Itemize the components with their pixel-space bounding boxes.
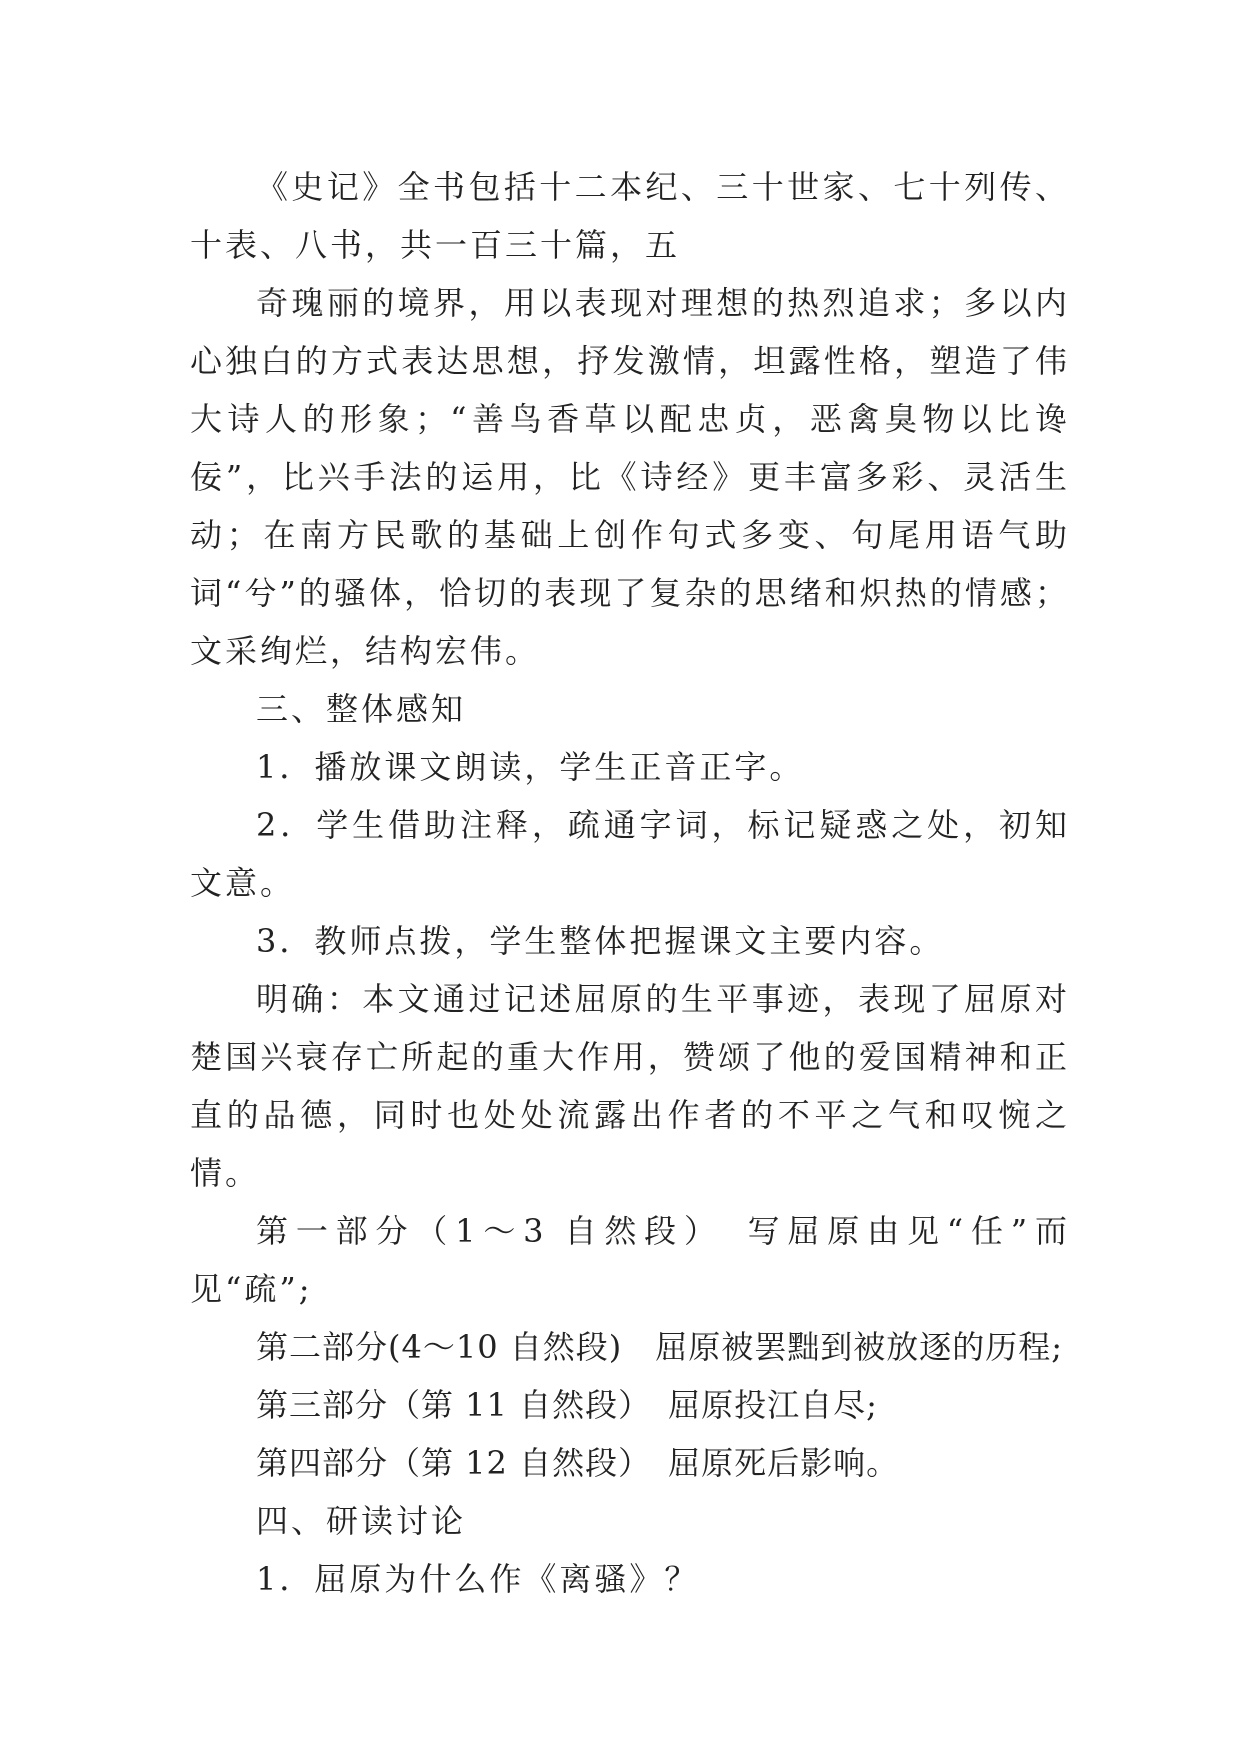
heading-study-discussion: 四、研读讨论 [256,1502,467,1540]
step-3-teacher-guidance: 3．教师点拨，学生整体把握课文主要内容。 [256,922,945,960]
paragraph-shiji-contents: 《史记》全书包括十二本纪、三十世家、七十列传、十表、八书，共一百三十篇，五 [190,168,1070,264]
step-1-reading: 1．播放课文朗读，学生正音正字。 [256,748,805,786]
paragraph-clarification: 明确：本文通过记述屈原的生平事迹，表现了屈原对楚国兴衰存亡所起的重大作用，赞颂了他的爱国精神和正直的品德，同时也处处流露出作者的不平之气和叹惋之情。 [190,980,1070,1192]
section-part-1: 第一部分（1～3 自然段） 写屈原由见“任”而见“疏”; [190,1212,1070,1308]
step-2-annotations: 2．学生借助注释，疏通字词，标记疑惑之处，初知文意。 [190,806,1070,902]
section-part-4: 第四部分（第 12 自然段） 屈原死后影响。 [256,1444,900,1482]
section-part-2: 第二部分(4～10 自然段) 屈原被罢黜到被放逐的历程; [256,1328,1064,1366]
section-part-3: 第三部分（第 11 自然段） 屈原投江自尽; [256,1386,878,1424]
heading-overall-perception: 三、整体感知 [256,690,467,728]
document-body [190,158,1070,1608]
paragraph-lisao-features: 奇瑰丽的境界，用以表现对理想的热烈追求；多以内心独白的方式表达思想，抒发激情，坦露性格，塑造了伟大诗人的形象；“善鸟香草以配忠贞，恶禽臭物以比谗佞”，比兴手法的运用，比《诗经》更丰富多彩、灵活生动；在南方民歌的基础上创作句式多变、句尾用语气助词“兮”的骚体，恰切的表现了复杂的思绪和炽热的情感；文采绚烂，结构宏伟。 [190,284,1070,670]
question-1: 1．屈原为什么作《离骚》？ [256,1560,700,1598]
